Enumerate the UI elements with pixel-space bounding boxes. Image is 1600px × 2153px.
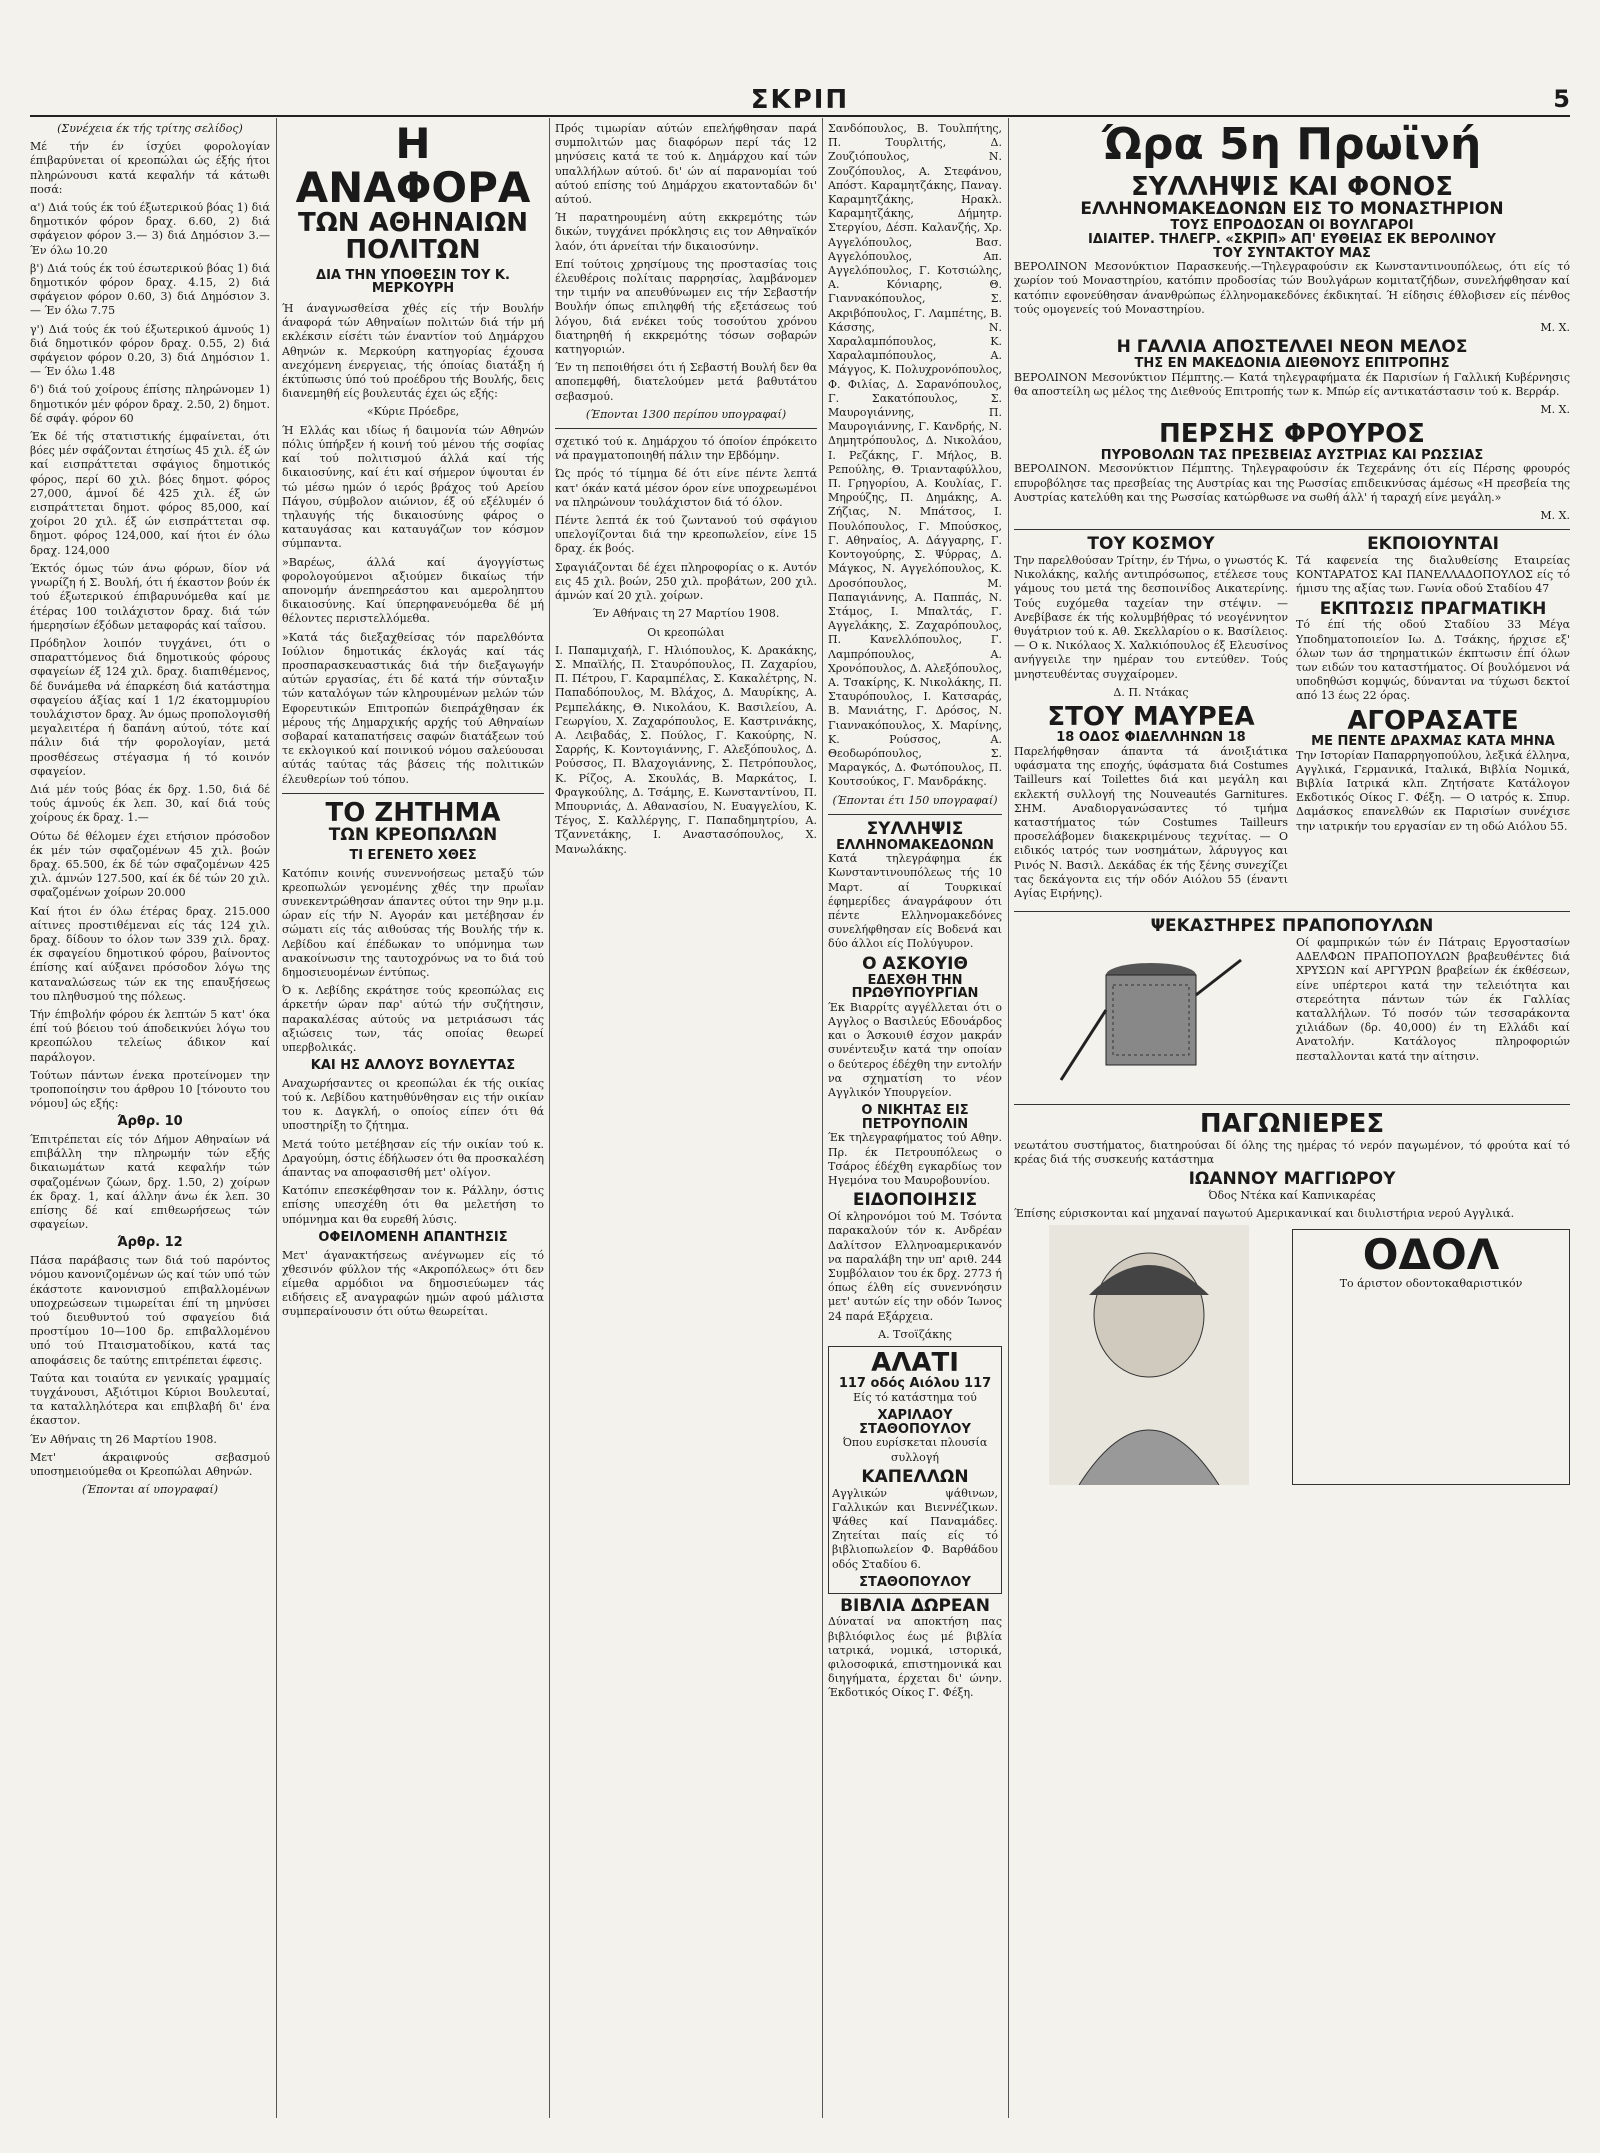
headline-psekastires: ΨΕΚΑΣΤΗΡΕΣ ΠΡΑΠΟΠΟΥΛΩΝ: [1150, 916, 1434, 937]
advert-name: ΣΤΑΘΟΠΟΥΛΟΥ: [859, 1574, 971, 1590]
advert-heading: ΚΑΠΕΛΛΩΝ: [861, 1466, 969, 1487]
paragraph: Σφαγιάζονται δέ έχει πληροφορίας ο κ. Αυτόν εις 45 χιλ. βοών, 250 χιλ. προβάτων, 200 χιλ. άμνών καί 20 χιλ. χοίρων.: [555, 560, 817, 603]
paragraph: ΒΕΡΟΛΙΝΟΝ Μεσονύκτιον Πέμπτης.— Κατά τηλεγραφήματα έκ Παρισίων ή Γαλλική Κυβέρνησις θα αποστείλη ως μέλος της Διεθνούς Επιτροπής των κ. Μπώρ είς αντικατάστασιν τού κ. Βερράρ.: [1014, 370, 1570, 398]
paragraph: Ό κ. Λεβίδης εκράτησε τούς κρεοπώλας εις άρκετήν ώραν παρ' αύτώ τήν συζήτησιν, παρακαλέσας αύτούς να μετριάσωσι τάς αξιώσεις των, τάς οποίας θεωρεί υπερβολικάς.: [282, 984, 544, 1054]
paragraph: Τά καφενεία της διαλυθείσης Εταιρείας ΚΟΝΤΑΡΑΤΟΣ ΚΑΙ ΠΑΝΕΛΛΑΔΟΠΟΥΛΟΣ είς τό ήμισυ της αξίας των. Γωνία οδού Σταδίου 47: [1296, 553, 1570, 596]
paragraph: Τήν έπιβολήν φόρου έκ λεπτών 5 κατ' όκα έπί τού βόειου τού άποδεικνύει λόγω του κρεοπώλου τελείως άδικον καί παράλογον.: [30, 1007, 270, 1064]
paragraph: Πέντε λεπτά έκ τού ζωντανού τού σφάγιου υπελογίζονται διά την κρεοπωλείον, είνε 15 δραχ. έκ βοός.: [555, 514, 817, 556]
paragraph: Πάσα παράβασις των διά τού παρόντος νόμου κανονιζομένων ώς καί τών υπό τών έκάστοτε κανονισμού επιβαλλομένων υποχρεώσεων τιμωρείται έπί τη μηνύσει τού διευθυντού τού σφαγείου διά προστίμου 10—100 δρ. επιβαλλομένου υπό τού Πταισματοδίκου, κατά τας αποφάσεις δε ταύτης επιτρέπεται έφεσις.: [30, 1254, 270, 1367]
odol-tagline: Το άριστον οδοντοκαθαριστικόν: [1339, 1277, 1523, 1291]
continuation-note: (Συνέχεια έκ τής τρίτης σελίδος): [57, 122, 243, 135]
column-1: [30, 122, 270, 2122]
subheading: ΕΛΛΗΝΟΜΑΚΕΔΟΝΩΝ ΕΙΣ ΤΟ ΜΟΝΑΣΤΗΡΙΟΝ: [1080, 199, 1504, 220]
paragraph: Παρελήφθησαν άπαντα τά άνοιξιάτικα υφάσματα της εποχής, ύφάσματα διά Costumes Tailleurs καί Toilettes διά και μεγάλη και εκλεκτή συλλογή της Nouveautés Garnitures. ΣΗΜ. Αναδιοργανώσαντες τό τμήμα καταστήματος τών Costumes Tailleurs προσελάβομεν διακεκριμένους τεχνίτας. — Ο ειδικός ιατρός των νοσημάτων, λάρυγγος και Ρινός Ν. Βασιλ. Δεκάδας έκ τής ξένης συνεχίζει τας δεκάγοντα εις τήν οδόν Αιόλου 55 (έναντι Αγίας Ειρήνης).: [1014, 744, 1288, 900]
advert-text: Είς τό κατάστημα τού: [853, 1390, 977, 1404]
paragraph: Ταύτα και τοιαύτα εν γενικαίς γραμμαίς τυγχάνουσι, Αξιότιμοι Κύριοι Βουλευταί, τα καταλληλότερα και επιβλαβή δι' ένα έκαστον.: [30, 1371, 270, 1428]
column-2: [282, 122, 544, 2122]
article-heading: Άρθρ. 12: [117, 1235, 183, 1251]
ads-row: [1014, 536, 1570, 905]
subheading: ΤΟΥΣ ΕΠΡΟΔΟΣΑΝ ΟΙ ΒΟΥΛΓΑΡΟΙ: [1170, 218, 1414, 234]
headline-syllipseis-fonos: ΣΥΛΛΗΨΙΣ ΚΑΙ ΦΟΝΟΣ: [1131, 172, 1453, 203]
headline-ellinomakedonon: ΕΛΛΗΝΟΜΑΚΕΔΟΝΩΝ: [836, 837, 994, 853]
paragraph: Μετ' άκραιφνούς σεβασμού υποσημειούμεθα οι Κρεοπώλαι Αθηνών.: [30, 1450, 270, 1478]
advert-address: 117 οδός Αιόλου 117: [838, 1376, 992, 1392]
advert-name: ΧΑΡΙΛΑΟΥ ΣΤΑΘΟΠΟΥΛΟΥ: [859, 1408, 971, 1437]
paragraph: νεωτάτου συστήματος, διατηρούσαι δί όλης της ημέρας τό νερόν παγωμένον, τό φρούτα καί τό κρέας διά τής συσκευής κατάστημα: [1014, 1138, 1570, 1166]
column-4: [828, 122, 1002, 2122]
headline-eidopoiisis: ΕΙΔΟΠΟΙΗΣΙΣ: [852, 1190, 978, 1211]
sprayer-text-box: [1296, 936, 1570, 1098]
subheading: ΟΦΕΙΛΟΜΕΝΗ ΑΠΑΝΤΗΣΙΣ: [318, 1229, 508, 1245]
headline-vivlia: ΒΙΒΛΙΑ ΔΩΡΕΑΝ: [840, 1595, 990, 1616]
headline-syllipsis: ΣΥΛΛΗΨΙΣ: [866, 818, 964, 839]
paragraph: «Κύριε Πρόεδρε,: [366, 405, 460, 419]
paragraph: Αναχωρήσαντες οι κρεοπώλαι έκ τής οικίας τού κ. Λεβίδου κατηυθύνθησαν εις τήν οικίαν του κ. Δαγκλή, ο οποίος είπεν ότι θά υποστηρίξη το ζήτημα.: [282, 1076, 544, 1133]
column-5: [1014, 122, 1570, 2122]
paragraph: Ή παρατηρουμένη αύτη εκκρεμότης τών δικών, τυγχάνει πρόκλησις εις τον Αθηναϊκόν λαόν, ότι άρνείται τήν δικαιοσύνην.: [555, 211, 817, 253]
paragraph: Ούτω δέ θέλομεν έχει ετήσιον πρόσοδον έκ μέν τών σφαζομένων 45 χιλ. βοών δραχ. 65.500, έκ δέ τών σφαζομένων 425 χιλ. άμνών 127.500, καί έκ δέ τών 20 χιλ. σφαζομένων χοίρων 20.000: [30, 829, 270, 900]
signature: Μ. Χ.: [1540, 403, 1570, 417]
advert-address: Όδος Ντέκα καί Καπνικαρέας: [1208, 1188, 1376, 1202]
paragraph: Έν τη πεποιθήσει ότι ή Σεβαστή Βουλή δεν θα αποπεμφθή, διατελούμεν μετά βαθυτάτου σεβασμού.: [555, 361, 817, 403]
dateline: Έν Αθήναις τη 26 Μαρτίου 1908.: [30, 1432, 217, 1446]
paragraph: Κατόπιν επεσκέφθησαν τον κ. Ράλλην, όστις επίσης υπεσχέθη ότι θα μελετήση το υπόμνημα και θα ευρεθή λύσις.: [282, 1184, 544, 1226]
advert-heading: ΑΛΑΤΙ: [871, 1347, 959, 1378]
portrait-illustration: [1014, 1225, 1284, 1485]
paragraph: Την Ιστορίαν Παπαρρηγοπούλου, λεξικά έλληνα, Αγγλικά, Γερμανικά, Ιταλικά, Βιβλία Νομικά, Βιβλία Ιατρικά κλπ. Ζητήσατε Κατάλογον Εκδοτικός Οίκος Γ. Φέξη. — Ο ιατρός κ. Σπυρ. Δαμάσκος επανελθών εκ Παρισίων συνέχισε την ιατρικήν του εργασίαν εν τη οδώ Αιόλου 55.: [1296, 748, 1570, 833]
paragraph: Ή Ελλάς και ιδίως ή δαιμονία τών Αθηνών πόλις ύπήρξεν ή κοινή τού μένου τής σοφίας καί τού πολιτισμού άλλά καί τής δικαιοσύνης, καί έτι καί σήμερον ύψουται έν τώ μέσω ημών ό ιερός βράχος τού Αρείου Πάγου, σύμβολον αιώνιον, έξ ού εξέλυμέν ό τηλαυγής τής δικαιοσύνης φάρος ο καταυγάσας και καταυγάζων τον κόσμον σύμπαντα.: [282, 423, 544, 551]
odol-advert: [1014, 1225, 1570, 1489]
masthead: [30, 85, 1570, 117]
signatures-note: (Έπονται 1300 περίπου υπογραφαί): [585, 407, 787, 421]
signature: Α. Τσοϊζάκης: [878, 1327, 952, 1341]
page-number: 5: [1553, 85, 1570, 113]
column-rule: [276, 118, 277, 2118]
paragraph: Ώς πρός τό τίμημα δέ ότι είνε πέντε λεπτά κατ' όκάν κατά μέσον όρον είνε υποχρεωμένοι να πληρώνουν τουλάχιστον διά τό όλον.: [555, 467, 817, 509]
section-divider: [828, 814, 1002, 815]
newspaper-title: ΣΚΡΙΠ: [750, 85, 850, 115]
advert-text: Όπου ευρίσκεται πλουσία συλλογή: [842, 1436, 988, 1464]
paragraph: β') Διά τούς έκ τού έσωτερικού βόας 1) διά δημοτικόν φόρον δραχ. 4.15, 2) διά σφάγειον φόρον 0.60, 3) διά Δημόσιον 3.— Έν όλω 7.75: [30, 261, 270, 318]
headline-ti-egeneto: ΤΙ ΕΓΕΝΕΤΟ ΧΘΕΣ: [349, 847, 477, 863]
paragraph: Οί φαμπρικών τών έν Πάτραις Εργοστασίων ΑΔΕΛΦΩΝ ΠΡΑΠΟΠΟΥΛΩΝ βραβευθέντες διά ΧΡΥΣΩΝ καί ΑΡΓΥΡΩΝ βραβείων έκ έκθέσεων, είνε υπέρτεροι κατά την τελειότητα και στερεότητα πάντων τών έκ Γαλλίας καταλλήλων. Τό ποσόν τών τεσσαράκοντα χιλιάδων (δρ. 40,000) έν τη Ελλάδι καί Ανατολήν. Κατάλογος πληροφοριών πεσταλλονται κατά την αίτησιν.: [1296, 936, 1570, 1063]
paragraph: Έκ δέ τής στατιστικής έμφαίνεται, ότι βόες μέν σφάζονται έτησίως 45 χιλ. έξ ών καί εισπράττεται σφάγιος δημοτικός φόρος, περί 60 χιλ. βόες δημοτ. φόρος 27,000, άμνοί δέ 425 χιλ. έξ ών εισπράττεται δημοτ. φόρος 85,000, καί χοίροι 20 χιλ. έξ ών εισπράττεται σφ. δημοτ. φόρος 124,000, καί ήτοι έν όλω δραχ. 124,000: [30, 430, 270, 557]
subheading: ΕΔΕΧΘΗ ΤΗΝ ΠΡΩΘΥΠΟΥΡΓΙΑΝ: [851, 972, 979, 1002]
section-divider: [1014, 911, 1570, 912]
paragraph: Έπίσης εύρισκονται καί μηχαναί παγωτού Αμερικανικαί και διυλιστήρια νερού Αγγλικά.: [1014, 1206, 1515, 1220]
subheading: ΙΔΙΑΙΤΕΡ. ΤΗΛΕΓΡ. «ΣΚΡΙΠ» ΑΠ' ΕΥΘΕΙΑΣ ΕΚ ΒΕΡΟΛΙΝΟΥ: [1088, 231, 1496, 247]
headline-merkouri: ΔΙΑ ΤΗΝ ΥΠΟΘΕΣΙΝ ΤΟΥ Κ. ΜΕΡΚΟΥΡΗ: [316, 267, 510, 297]
headline-ekptosis: ΕΚΠΤΩΣΙΣ ΠΡΑΓΜΑΤΙΚΗ: [1319, 598, 1547, 619]
paragraph: Μετά τούτο μετέβησαν είς τήν οικίαν τού κ. Δραγούμη, όστις έδήλωσεν ότι θα προσκαλέση άπαντας να αποφασισθή μετ' ολίγον.: [282, 1137, 544, 1180]
paragraph: Πρόδηλον λοιπόν τυγχάνει, ότι ο σπαραττόμενος διά δημοτικούς φόρους σφαγείων έξ 124 χιλ. δραχ. διαπιθέμενος, δέ δυνάμεθα νά έπαρκέση διά κατάστημα σφαγείου άξίας καί 1 1/2 έκατομμυρίου τουλάχιστον δραχ. Άν όμως προπολογισθή μεγαλειτέρα ή δαπάνη αύτού, τότε καί πάλιν διά τήν φορολογίαν, μετά προσθέσεως στέγασμα ή τό κοινόν σφαγείον.: [30, 636, 270, 778]
article-heading: Άρθρ. 10: [117, 1114, 183, 1130]
portrait-box: [1014, 1225, 1284, 1489]
subheading: ΤΗΣ ΕΝ ΜΑΚΕΔΟΝΙΑ ΔΙΕΘΝΟΥΣ ΕΠΙΤΡΟΠΗΣ: [1134, 356, 1450, 372]
signatories-label: Οι κρεοπώλαι: [647, 625, 725, 639]
signature: Μ. Χ.: [1540, 321, 1570, 335]
paragraph: Καί ήτοι έν όλω έτέρας δραχ. 215.000 αίτινες προστιθέμεναι είς τάς 124 χιλ. δραχ. δίδουν το όλον των 339 χιλ. δραχ. έκ σφαγείου δημοτικού φόρου, βαίνοντος έπίσης καί αύξανει πρόσοδον λόγω της καταναλώσεως τών εκ της επαυξήσεως του πληθυσμού της πόλεως.: [30, 904, 270, 1003]
paragraph: Ή άναγνωσθείσα χθές είς τήν Βουλήν άναφορά τών Αθηναίων πολιτών διά τήν μή εκλέκσιν είσέτι τών έναντίον τού Δημάρχου Αθηνών κ. Μερκούρη κατηγορίας έχουσα ανεχόμενη ένεργειας, τής όποίας διατάξη ή έκτύπωσις ύπό τού προέδρου τής Βουλής, δεις διανεμηθή είς βουλευτάς έχει ώς εξής:: [282, 302, 544, 401]
paragraph: Έκ Βιαρρίτς αγγέλλεται ότι ο Αγγλος ο Βασιλεύς Εδουάρδος και ο Άσκουιθ έσχον μακράν συνέντευξιν κατά την οποίαν ο δεύτερος έδέχθη την εντολήν να σχηματίση το νέον Αγγλικόν Υπουργείον.: [828, 1000, 1002, 1099]
advert-alati: [828, 1346, 1002, 1594]
paragraph: »Κατά τάς διεξαχθείσας τόν παρελθόντα Ιούλιον δημοτικάς έκλογάς καί τάς προσπαρασκευαστικάς διά τήν διεξαγωγήν αύτών εργασίας, έτι δέ κατά τήν σύνταξιν τών καταλόγων τών κληρουμένων μελών τών Εφορευτικών Επιτροπών διεπράχθησαν έκ μέρους τής Δημαρχικής αρχής τού Αθηναίων σοβαραί καταπατήσεις σαφών διατάξεων τού τε εκλογικού καί ποινικού νόμου σαλεύουσαι αύτάς ταύτας τάς βάσεις τής πολιτικών έλευθερίων τού τόπου.: [282, 630, 544, 786]
section-divider: [282, 793, 544, 794]
headline-athinaion: ΤΩΝ ΑΘΗΝΑΙΩΝ ΠΟΛΙΤΩΝ: [297, 208, 529, 266]
headline-agorasate: ΑΓΟΡΑΣΑΤΕ: [1347, 705, 1519, 736]
right-subcolumn: [1296, 536, 1570, 905]
headline-kosmos: ΤΟΥ ΚΟΣΜΟΥ: [1087, 534, 1215, 555]
headline-ora: Ώρα 5η Πρωϊνή: [1102, 122, 1482, 170]
subheading: ΚΑΙ ΗΣ ΑΛΛΟΥΣ ΒΟΥΛΕΥΤΑΣ: [310, 1058, 516, 1074]
paragraph: Πρός τιμωρίαν αύτών επελήφθησαν παρά συμπολιτών μας διαφόρων περί τάς 12 μηνύσεις κατά τε τού κ. Δημάρχου καί τών υπαλλήλων αύτού. δι' ών αί παρανομίαι τού αύτού επίσης τού Δημάρχου εκατονταδών δι' αύτού.: [555, 122, 817, 207]
paragraph: Διά μέν τούς βόας έκ δρχ. 1.50, διά δέ τούς άμνούς έκ λεπ. 30, καί διά τούς χοίρους έκ δραχ. 1.—: [30, 782, 270, 825]
sprayer-illustration: [1014, 940, 1288, 1090]
column-rule: [549, 118, 550, 2118]
signatory-names: Ι. Παπαμιχαήλ, Γ. Ηλιόπουλος, Κ. Δρακάκης, Σ. Μπαϊλής, Π. Σταυρόπουλος, Π. Ζαχαρίου, Π. Πέτρου, Γ. Καραμπέλας, Σ. Κακαλέτρης, Ν. Παπαδόπουλος, Μ. Βλάχος, Δ. Μαυρίκης, Α. Ρεμπελάκης, Θ. Νικολάου, Κ. Βασιλείου, Α. Γεωργίου, Χ. Ζαχαρόπουλος, Ε. Καστρινάκης, Α. Λειβαδάς, Σ. Πούλος, Γ. Κακούρης, Ν. Σαρρής, Κ. Κοντογιάννης, Γ. Αλεξόπουλος, Δ. Ρούσσος, Π. Βλαχογιάννης, Σ. Πετρόπουλος, Κ. Ρίζος, Α. Σκουλάς, Β. Μαρκάτος, Ι. Φραγκούλης, Δ. Τσάμης, Ε. Κωνσταντίνου, Π. Μπουρνιάς, Δ. Αθανασίου, Ν. Ευαγγελίου, Κ. Τέγος, Σ. Καλλέργης, Γ. Παπαδημητρίου, Α. Τζαννετάκης, Ι. Αναστασόπουλος, Χ. Μανωλάκης.: [555, 643, 817, 856]
signatory-names: Σανδόπουλος, Β. Τουλπήτης, Π. Τουρλιτής, Δ. Ζουζιόπουλος, Ν. Ζουζόπουλος, Α. Στεφάνου, Απόστ. Καραμητζάκης, Παναγ. Καραμητζάκης, Ηρακλ. Καραμητζάκης, Δήμητρ. Στεργίου, Δέσπ. Καλανζής, Χρ. Αγγελόπουλος, Βασ. Αγγελόπουλος, Απ. Αγγελόπουλος, Γ. Κοτσιώλης, Α. Κόνιαρης, Θ. Γιαννακόπουλος, Σ. Ακριβόπουλος, Γ. Λαμπέτης, Β. Κάσσης, Ν. Χαραλαμπόπουλος, Κ. Χαραλαμπόπουλος, Α. Μάγγος, Κ. Πολυχρονόπουλος, Φ. Φιλίας, Δ. Σαρανόπουλος, Γ. Σακατόπουλος, Σ. Μαυρογιάννης, Π. Μαυρογιάννης, Γ. Κανδρής, Ν. Δημητρόπουλος, Δ. Νικολάου, Ι. Ρεζάκης, Γ. Μήλος, Β. Ρεπούλης, Θ. Τριανταφύλλου, Π. Γρηγορίου, Α. Κουλίας, Γ. Μηρούζης, Π. Δημάκης, Α. Ζήζιας, Ν. Μπάτσος, Ι. Πουλόπουλος, Γ. Μπούσκος, Γ. Αθηναίος, Α. Δάγγαρης, Γ. Κοντογούρης, Σ. Ψύρρας, Δ. Μάγκος, Ν. Αγγελόπουλος, Κ. Δροσόπουλος, Μ. Παπαγιάννης, Α. Παππάς, Ν. Στάμος, Ι. Μπαλτάς, Γ. Αγγελάκης, Σ. Ζαχαρόπουλος, Π. Κανελλόπουλος, Γ. Λαμπρόπουλος, Α. Χρονόπουλος, Δ. Αλεξόπουλος, Α. Τσακίρης, Κ. Νικολάκης, Π. Σταυρόπουλος, Ι. Κατσαράς, Β. Μανιάτης, Γ. Δρόσος, Ν. Γιαννακόπουλος, Χ. Μαρίνης, Κ. Ρούσσος, Α. Θεοδωρόπουλος, Σ. Μαραγκός, Δ. Φωτόπουλος, Π. Κουτσούκος, Γ. Μανδράκης.: [828, 122, 1002, 789]
paragraph: γ') Διά τούς έκ τού έξωτερικού άμνούς 1) διά δημοτικόν φόρον δραχ. 0.55, 2) διά σφάγειον φόρον 0.20, 3) διά Δημόσιον 1.— Έν όλω 1.48: [30, 322, 270, 379]
paragraph: ΒΕΡΟΛΙΝΟΝ Μεσονύκτιον Παρασκευής.—Τηλεγραφούσιν εκ Κωνσταντινουπόλεως, ότι είς τό χωρίον τού Μοναστηρίου, κατόπιν προδοσίας τών Βουλγάρων κομιτατζήδων, συνελήφθησαν καί κατόπιν εφονεύθησαν άνανθρώπως έλληνομακεδόνες έκδικηταί. Ή είδησις έθλοβισεν είς πένθος τούς ομογενείς τού Μοναστηρίου.: [1014, 260, 1570, 316]
signatures-note: (Έπονται έτι 150 υπογραφαί): [832, 793, 998, 807]
column-rule: [822, 118, 823, 2118]
paragraph: Μέ τήν έν ίσχύει φορολογίαν έπιβαρύνεται οί κρεοπώλαι ώς έξής ήτοι πληρώνουσι κατά κεφαλήν τά κάτωθι ποσά:: [30, 140, 270, 196]
paragraph: Έπιτρέπεται είς τόν Δήμον Αθηναίων νά επιβάλλη την πληρωμήν τών εξής δικαιωμάτων κατά κεφαλήν τών σφαζομένων ζώων, δρχ. 1.50, 2) χοίρων έκ δραχ. 1, καί άλλην άνω έκ λεπ. 30 επίσης δέ καί επιθεωρήσεως τών σφαγείων.: [30, 1133, 270, 1232]
advert-address: 18 ΟΔΟΣ ΦΙΔΕΛΛΗΝΩΝ 18: [1056, 730, 1246, 746]
subheading: ΠΥΡΟΒΟΛΩΝ ΤΑΣ ΠΡΕΣΒΕΙΑΣ ΑΥΣΤΡΙΑΣ ΚΑΙ ΡΩΣΣΙΑΣ: [1100, 447, 1484, 463]
paragraph: Την παρελθούσαν Τρίτην, έν Τήνω, ο γνωστός Κ. Νικολάκης, καλής αντιπρόσωπος, ετέλεσε τους γάμους του μετά της δεσποινίδος Αικατερίνης. Τούς ευχόμεθα ταχείαν την στέψιν. — Ανεβίβασε έκ τής κολυμβήθρας τό νεογέννητον θυγάτριον τού κ. Αθ. Σκελλαρίου ο κ. Βασίλειος. — Ο κ. Νικόλαος Χ. Χαλκιόπουλος έξ Ελευσίνος ανήγγειλε την ημέραν του εντεύθεν. Τούς μνηστευθέντας συγχαίρομεν.: [1014, 553, 1288, 681]
signature: Μ. Χ.: [1540, 508, 1570, 522]
paragraph: »Βαρέως, άλλά καί άγογγίστως φορολογούμενοι αξιούμεν δικαίως τήν απονομήν άνεπηρεάστου και αμεροληπτου δικαιοσύνης. Καί ύπερηφανευόμεθα δέ μή θέλοντες περιστελλόμεθα.: [282, 555, 544, 626]
subheading: ΤΟΥ ΣΥΝΤΑΚΤΟΥ ΜΑΣ: [1213, 245, 1371, 261]
sprayer-illustration-box: [1014, 936, 1288, 1098]
section-divider: [555, 428, 817, 429]
advert-text: Αγγλικών ψάθινων, Γαλλικών και Βιεννέζικων. Ψάθες καί Παναμάδες. Ζητείται παίς είς τό βιβλιοπωλείον Φ. Βαρθάδου οδός Σταδίου 6.: [832, 1486, 998, 1571]
headline-zitima: ΤΟ ΖΗΤΗΜΑ: [325, 797, 501, 828]
headline-pagonieres: ΠΑΓΩΝΙΕΡΕΣ: [1199, 1109, 1385, 1140]
odol-box: [1292, 1229, 1570, 1485]
paragraph: ΒΕΡΟΛΙΝΟΝ. Μεσονύκτιον Πέμπτης. Τηλεγραφούσιν έκ Τεχεράνης ότι είς Πέρσης φρουρός επυροβόλησε τας πρεσβείας της Αυστρίας και της Ρωσσίας επιδεικνύσας άμέσως «Η πρεσβεία της Αυστρίας κατελύθη και της Ρωσσίας κατώρθωσε να σωθή άλλ' ή ταραχή είνε μεγάλη.»: [1014, 462, 1570, 504]
paragraph: Μετ' άγανακτήσεως ανέγνωμεν είς τό χθεσινόν φύλλον τής «Ακροπόλεως» ότι δεν είμεθα αρμόδιοι να δημοσιεύωμεν τάς ειδήσεις εξ αναγραφών ημών αφού μάλιστα συμπεραίνουσιν ότι ούτω θεωρείται.: [282, 1248, 544, 1319]
paragraph: Κατά τηλεγράφημα έκ Κωνσταντινουπόλεως τής 10 Μαρτ. αί Τουρκικαί έφημερίδες άναγράφουν ότι πέντε Ελληνομακεδόνες συνελήφθησαν είς Βοδενά και δύο άλλοι είς Πολύγυρον.: [828, 852, 1002, 951]
headline-gallia: Η ΓΑΛΛΙΑ ΑΠΟΣΤΕΛΛΕΙ ΝΕΟΝ ΜΕΛΟΣ: [1116, 337, 1468, 358]
signature: Δ. Π. Ντάκας: [1113, 685, 1189, 699]
paragraph: σχετικό τού κ. Δημάρχου τό όποίον έπρόκειτο νά πραγματοποιηθή πάλιν την Εβδόμην.: [555, 435, 817, 463]
signatures-note: (Έπονται αί υπογραφαί): [81, 1483, 219, 1497]
paragraph: Τό έπί τής οδού Σταδίου 33 Μέγα Υποδηματοποιείον Ιω. Δ. Τσάκης, ήρχισε εξ' όλων των άσ τηρηματικών έκπτωσιν έπί όλων των ειδών του καταστήματος. Οί βουλόμενοι νά υποδηθώσι κομψώς, δύνανται να τύχωσι δεκτοί από 13 έως 22 όρας.: [1296, 618, 1570, 703]
paragraph: Κατόπιν κοινής συνεννοήσεως μεταξύ τών κρεοπωλών γενομένης χθές την πρωΐαν συνεκεντρώθησαν άπαντες ούτοι την 9ην μ.μ. ώραν είς τήν Ν. Αγοράν και μετέβησαν έν σώματι είς τάς αιθούσας τής Βουλής τήν κ. Λεβίδου καί έπέδωκαν το υπόμνημα των ανακοίνωσιν της ταυτοχρόνως να το διά τού δημοσιευομένων έντύπως.: [282, 866, 544, 979]
dateline: Έν Αθήναις τη 27 Μαρτίου 1908.: [592, 607, 780, 621]
headline-anafora: Η ΑΝΑΦΟΡΑ: [295, 122, 531, 213]
paragraph: Έκ τηλεγραφήματος τού Αθην. Πρ. έκ Πετρουπόλεως ο Τσάρος έδέχθη εγκαρδίως τον Ηγεμόνα του Μαυροβουνίου.: [828, 1131, 1002, 1188]
advert-name: ΙΩΑΝΝΟΥ ΜΑΓΓΙΩΡΟΥ: [1188, 1168, 1396, 1189]
paragraph: δ') διά τού χοίρους έπίσης πληρώνομεν 1) δημοτικόν μέν φόρον δραχ. 2.50, 2) δημοτ. δέ σφάγ. φόρον 60: [30, 383, 270, 425]
paragraph: Τούτων πάντων ένεκα προτείνομεν την τροποποίησιν του άρθρου 10 [τόνουτο του νόμου] ώς εξής:: [30, 1068, 270, 1111]
paragraph: Επί τούτοις χρησίμους της προστασίας τοις έλευθέροις πολίταις παρρησίας, λαμβάνομεν την τιμήν να απευθύνωμεν εις τήν Σεβαστήν Βουλήν όπως επιληφθή τής εξετάσεως τού λόγου, διά ενέκει τούς τοσούτου χρόνου διατηρηθή ή εκκρεμότης τόσων σοβαρών κατηγοριών.: [555, 257, 817, 357]
paragraph: Έκτός όμως τών άνω φόρων, δίον νά γνωρίζη ή Σ. Βουλή, ότι ή έκαστον βούν έκ τού έξωτερικού έπιβαρυνόμεθα καί με έτέρας 100 τοιλάχιστον δραχ. διά τών ήμερησίων έξόδων μεταφοράς καί ταΐσου.: [30, 561, 270, 632]
paragraph: α') Διά τούς έκ τού έξωτερικού βόας 1) διά δημοτικόν φόρον δραχ. 6.60, 2) διά σφάγειον φόρον 3.— 3) διά Δημόσιον 3.— Έν όλω 10.20: [30, 201, 270, 257]
headline-nikitas: Ο ΝΙΚΗΤΑΣ ΕΙΣ ΠΕΤΡΟΥΠΟΛΙΝ: [861, 1103, 969, 1132]
headline-persis: ΠΕΡΣΗΣ ΦΡΟΥΡΟΣ: [1159, 419, 1425, 450]
section-divider: [1014, 529, 1570, 530]
headline-kreopolon: ΤΩΝ ΚΡΕΟΠΩΛΩΝ: [328, 825, 498, 846]
section-divider: [1014, 1104, 1570, 1105]
odol-word: ΟΔΟΛ: [1362, 1230, 1500, 1280]
subheading: ΜΕ ΠΕΝΤΕ ΔΡΑΧΜΑΣ ΚΑΤΑ ΜΗΝΑ: [1311, 733, 1555, 749]
column-rule: [1008, 118, 1009, 2118]
column-3: [555, 122, 817, 2122]
left-subcolumn: [1014, 536, 1288, 905]
headline-askouith: Ο ΑΣΚΟΥΙΘ: [862, 953, 968, 974]
headline-mavrea: ΣΤΟΥ ΜΑΥΡΕΑ: [1047, 701, 1255, 732]
headline-ekpoiountai: ΕΚΠΟΙΟΥΝΤΑΙ: [1367, 534, 1499, 555]
paragraph: Οί κληρονόμοι τού Μ. Τσόντα παρακαλούν τόν κ. Ανδρέαν Δαλίτσον Ελληνοαμερικανόν να παραλάβη την υπ' αριθ. 244 Συμβόλαιον του έκ δρχ. 2773 ή όπως έλθη είς συνεννόησιν μετ' αυτών είς την οδόν Ίωνος 24 παρά Εξάρχεια.: [828, 1210, 1002, 1323]
paragraph: Δύναταί να αποκτήση πας βιβλιόφιλος έως μέ βιβλία ιατρικά, νομικά, ιστορικά, φιλοσοφικά, επιστημονικά και διηγήματα, έρχεται δι' ώνην. Έκδοτικός Οίκος Γ. Φέξη.: [828, 1615, 1002, 1700]
sprayer-advert: [1014, 936, 1570, 1098]
